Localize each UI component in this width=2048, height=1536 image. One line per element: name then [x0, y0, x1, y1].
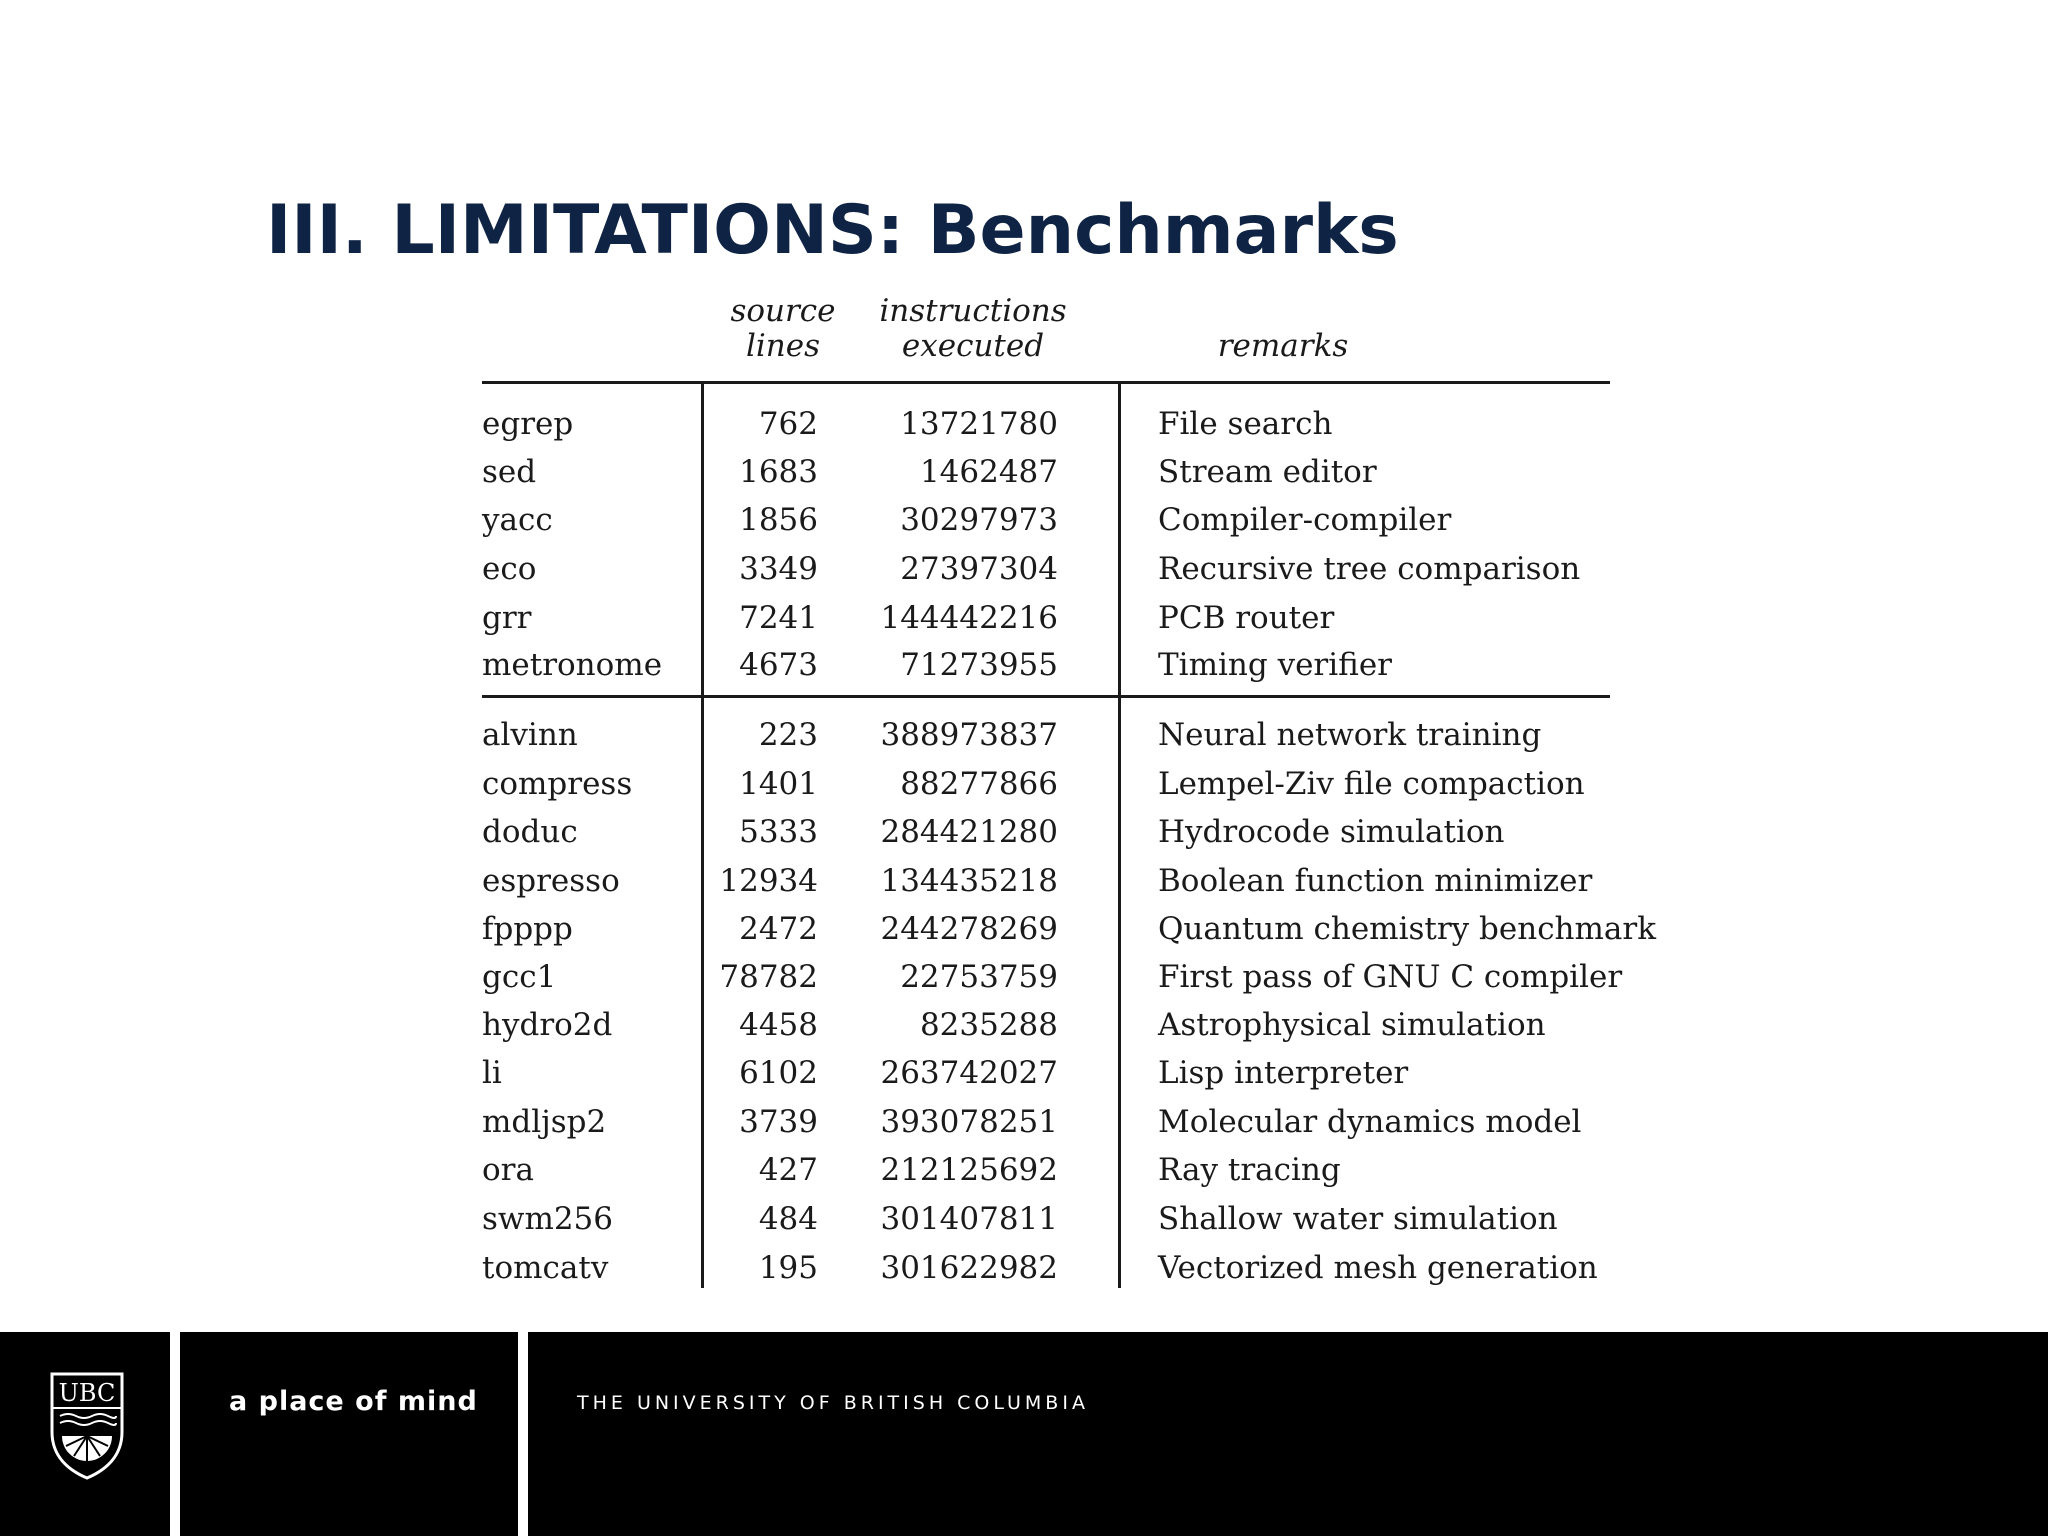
row-remarks: Stream editor	[1158, 454, 1377, 490]
row-source-lines: 2472	[739, 911, 818, 947]
row-remarks: Shallow water simulation	[1158, 1201, 1558, 1237]
row-instructions-executed: 22753759	[900, 959, 1058, 995]
row-source-lines: 1401	[739, 766, 818, 802]
row-source-lines: 7241	[739, 600, 818, 636]
row-remarks: Quantum chemistry benchmark	[1158, 911, 1656, 947]
row-instructions-executed: 263742027	[880, 1055, 1058, 1091]
row-instructions-executed: 144442216	[880, 600, 1058, 636]
row-source-lines: 1683	[739, 454, 818, 490]
row-instructions-executed: 30297973	[900, 502, 1058, 538]
row-instructions-executed: 134435218	[880, 863, 1058, 899]
row-remarks: Boolean function minimizer	[1158, 863, 1593, 899]
row-source-lines: 484	[758, 1201, 818, 1237]
row-name: eco	[482, 551, 537, 587]
row-instructions-executed: 301622982	[880, 1250, 1058, 1286]
row-name: alvinn	[482, 717, 578, 753]
group-separator-rule	[482, 695, 1610, 698]
row-instructions-executed: 388973837	[880, 717, 1058, 753]
row-name: egrep	[482, 406, 574, 442]
row-name: grr	[482, 600, 532, 636]
row-instructions-executed: 8235288	[919, 1007, 1058, 1043]
ubc-crest-logo	[48, 1370, 126, 1482]
slide-title: III. LIMITATIONS: Benchmarks	[266, 191, 1399, 270]
row-instructions-executed: 244278269	[880, 911, 1058, 947]
header-text: lines	[745, 328, 821, 364]
column-divider-right	[1118, 383, 1121, 1288]
row-source-lines: 3349	[739, 551, 818, 587]
row-name: gcc1	[482, 959, 557, 995]
row-source-lines: 4458	[739, 1007, 818, 1043]
row-source-lines: 762	[758, 406, 818, 442]
row-remarks: Timing verifier	[1158, 647, 1392, 683]
row-instructions-executed: 1462487	[919, 454, 1058, 490]
header-text: instructions	[879, 293, 1067, 329]
row-source-lines: 427	[758, 1152, 818, 1188]
row-name: compress	[482, 766, 633, 802]
row-instructions-executed: 284421280	[880, 814, 1058, 850]
row-name: doduc	[482, 814, 578, 850]
row-remarks: First pass of GNU C compiler	[1158, 959, 1623, 995]
row-remarks: File search	[1158, 406, 1333, 442]
row-instructions-executed: 212125692	[880, 1152, 1058, 1188]
row-remarks: Lempel-Ziv file compaction	[1158, 766, 1585, 802]
row-source-lines: 4673	[739, 647, 818, 683]
header-text: executed	[901, 328, 1045, 364]
university-name: THE UNIVERSITY OF BRITISH COLUMBIA	[577, 1392, 1089, 1414]
footer-divider	[170, 1332, 180, 1536]
row-source-lines: 195	[758, 1250, 818, 1286]
header-text: source	[730, 293, 836, 329]
row-remarks: Vectorized mesh generation	[1158, 1250, 1598, 1286]
row-instructions-executed: 27397304	[900, 551, 1058, 587]
row-remarks: Recursive tree comparison	[1158, 551, 1581, 587]
row-instructions-executed: 13721780	[900, 406, 1058, 442]
row-name: hydro2d	[482, 1007, 613, 1043]
column-header-remarks: remarks	[1217, 328, 1349, 364]
row-source-lines: 5333	[739, 814, 818, 850]
row-name: metronome	[482, 647, 663, 683]
row-name: sed	[482, 454, 537, 490]
row-source-lines: 1856	[739, 502, 818, 538]
row-name: yacc	[482, 502, 553, 538]
footer-bar	[0, 1332, 2048, 1536]
row-source-lines: 3739	[739, 1104, 818, 1140]
header-rule	[482, 381, 1610, 384]
row-instructions-executed: 301407811	[880, 1201, 1058, 1237]
row-remarks: PCB router	[1158, 600, 1335, 636]
row-name: tomcatv	[482, 1250, 609, 1286]
row-name: li	[482, 1055, 502, 1091]
row-source-lines: 223	[758, 717, 818, 753]
row-name: fpppp	[482, 911, 573, 947]
row-name: ora	[482, 1152, 534, 1188]
row-name: swm256	[482, 1201, 614, 1237]
row-instructions-executed: 393078251	[880, 1104, 1058, 1140]
row-name: mdljsp2	[482, 1104, 607, 1140]
row-instructions-executed: 88277866	[900, 766, 1058, 802]
row-name: espresso	[482, 863, 620, 899]
row-source-lines: 12934	[719, 863, 818, 899]
row-remarks: Ray tracing	[1158, 1152, 1341, 1188]
row-instructions-executed: 71273955	[900, 647, 1058, 683]
row-source-lines: 78782	[719, 959, 818, 995]
row-remarks: Hydrocode simulation	[1158, 814, 1505, 850]
footer-divider	[518, 1332, 528, 1536]
row-source-lines: 6102	[739, 1055, 818, 1091]
row-remarks: Molecular dynamics model	[1158, 1104, 1582, 1140]
column-header-instructions-executed	[858, 294, 1088, 364]
svg-text:UBC: UBC	[58, 1379, 116, 1407]
row-remarks: Neural network training	[1158, 717, 1542, 753]
column-header-source-lines	[713, 294, 853, 364]
row-remarks: Astrophysical simulation	[1158, 1007, 1546, 1043]
row-remarks: Compiler-compiler	[1158, 502, 1452, 538]
row-remarks: Lisp interpreter	[1158, 1055, 1409, 1091]
tagline: a place of mind	[229, 1386, 478, 1417]
